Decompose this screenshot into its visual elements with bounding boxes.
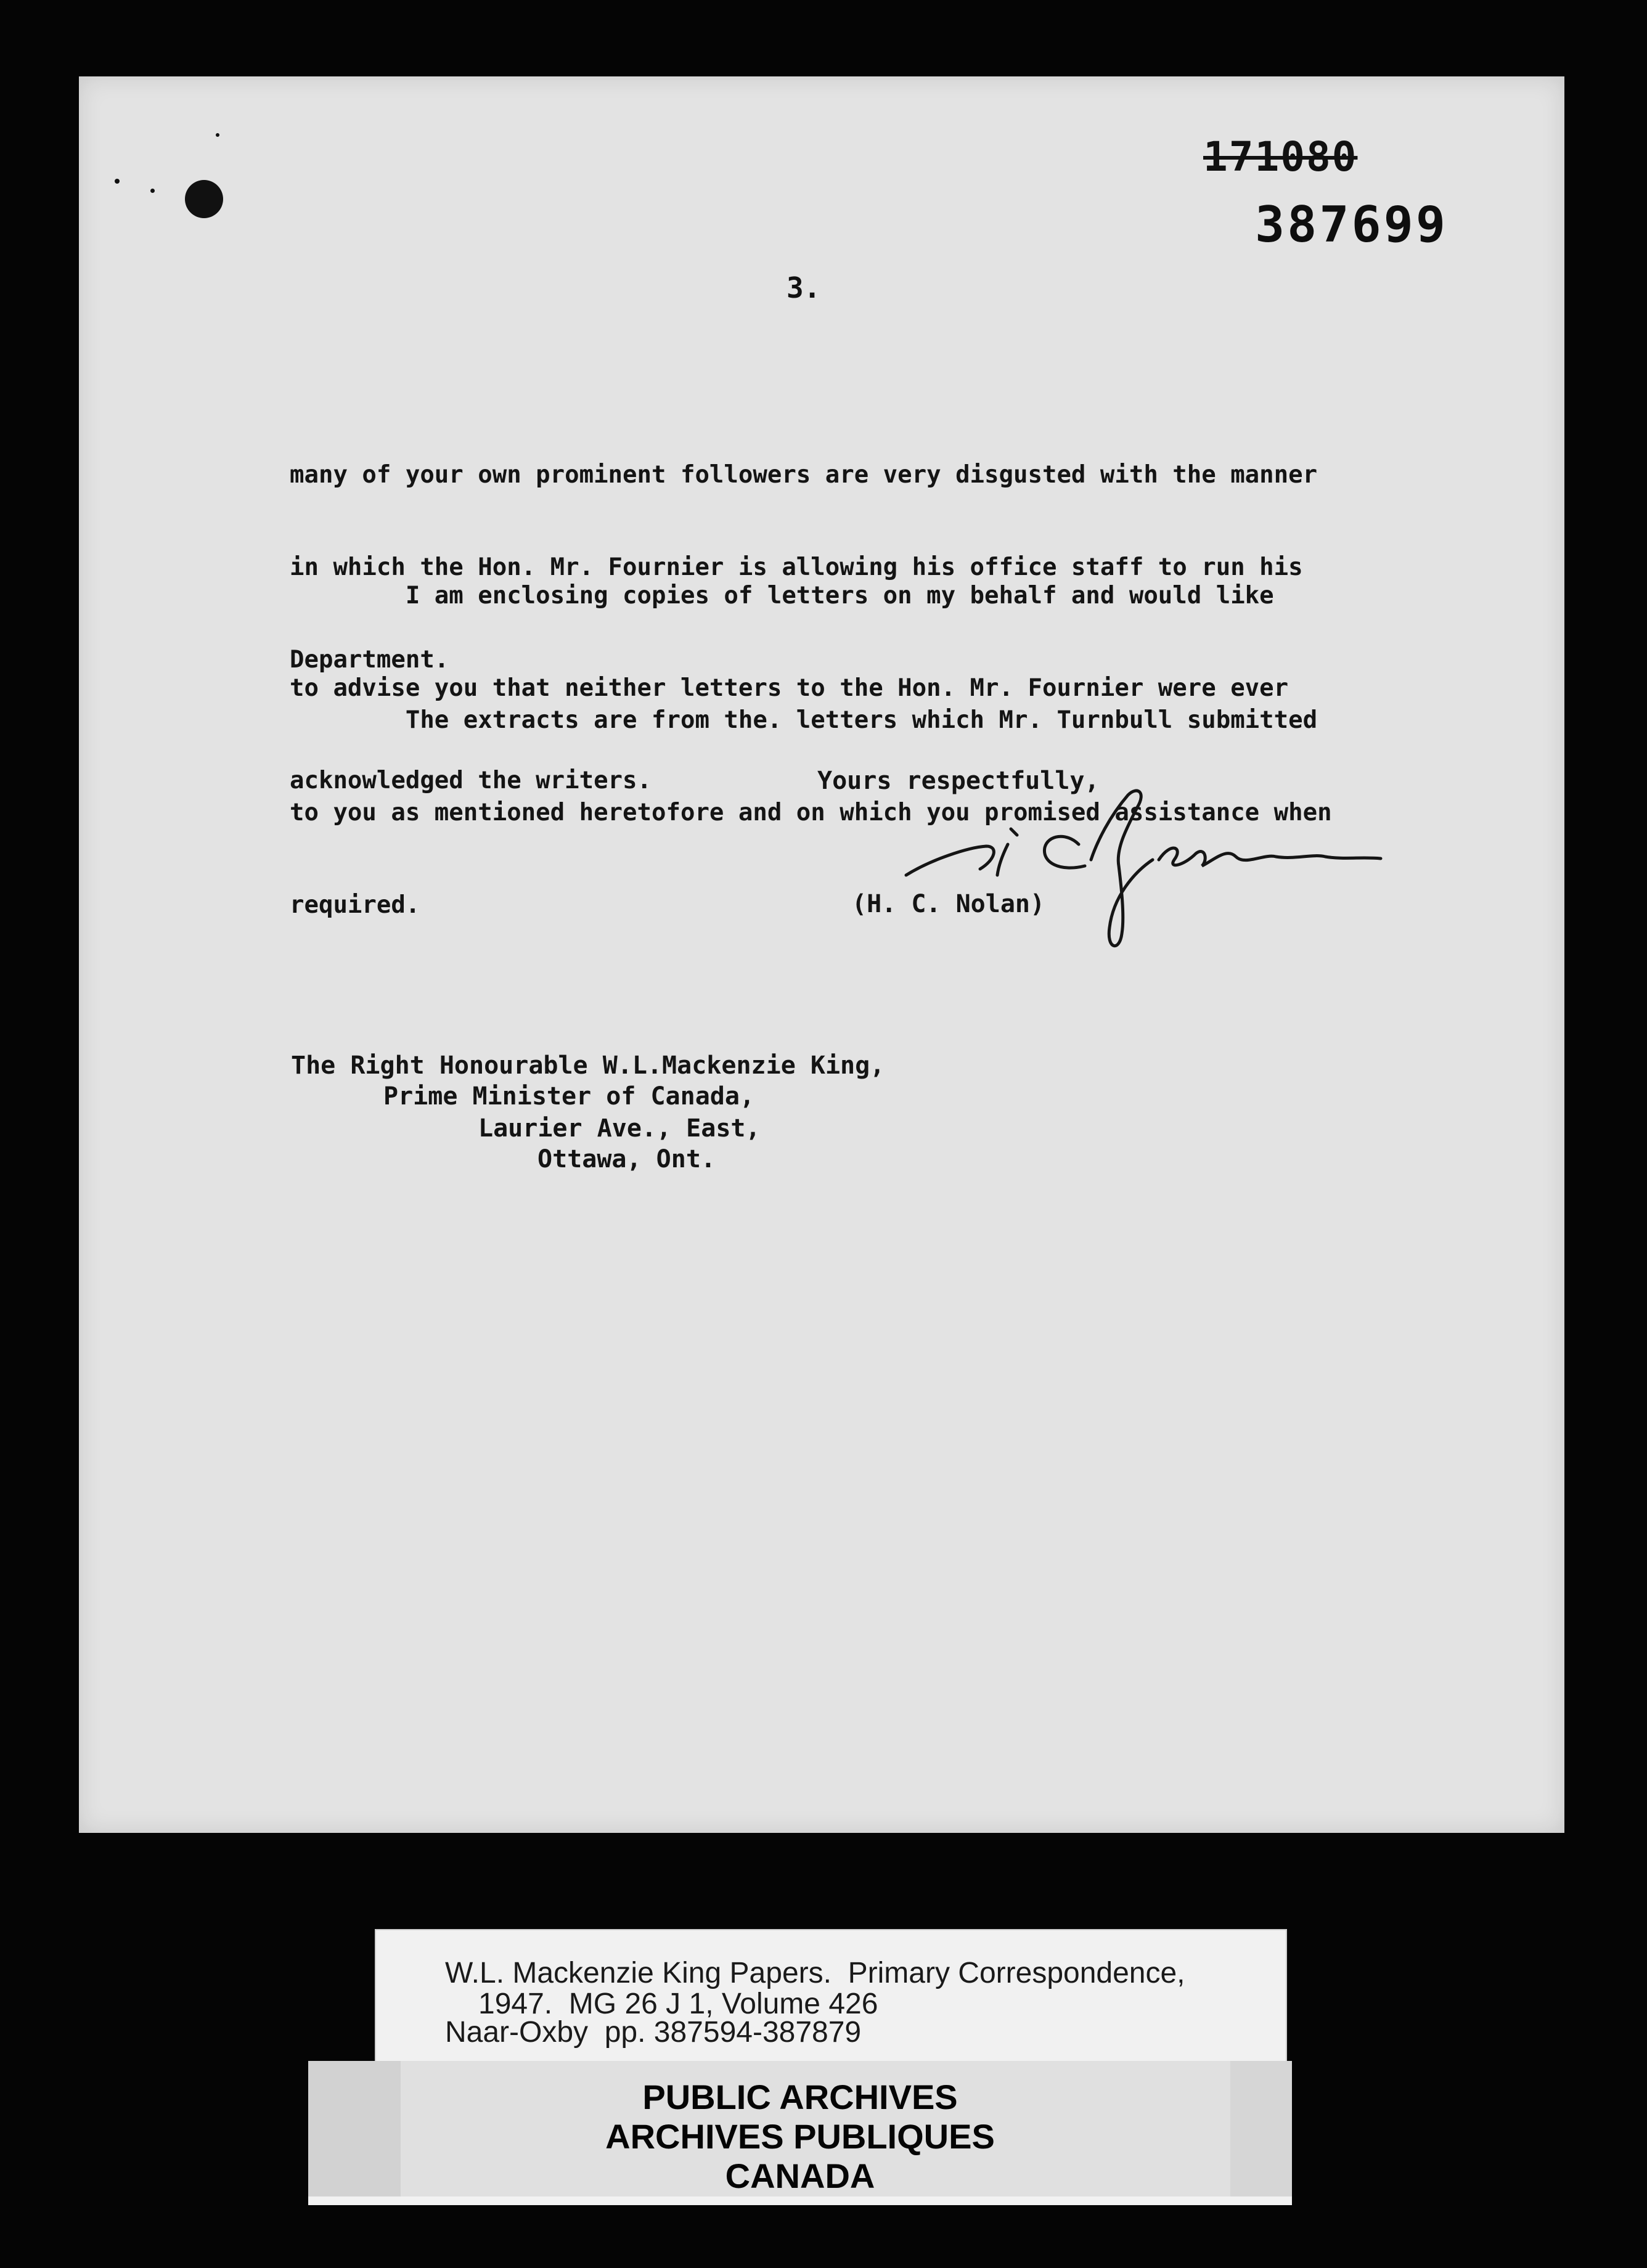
stamp-line: PUBLIC ARCHIVES [642,2078,958,2116]
speck-mark [216,133,219,137]
label-line: W.L. Mackenzie King Papers. Primary Correspondence, [445,1957,1185,1989]
address-line: Ottawa, Ont. [537,1145,716,1173]
stamp-line: CANADA [725,2156,875,2195]
struck-reference-number: 171080 [1203,133,1358,181]
page-number: 3. [787,271,821,304]
text-line: required. [290,891,420,919]
label-line: Naar-Oxby pp. 387594-387879 [445,2016,862,2049]
stamp-line: ARCHIVES PUBLIQUES [605,2117,995,2156]
reference-number: 387699 [1255,196,1448,253]
address-line: The Right Honourable W.L.Mackenzie King, [291,1051,885,1080]
handwritten-signature [894,773,1449,958]
text-line: acknowledged the writers. [290,767,652,794]
speck-mark [115,179,120,184]
text-line: to advise you that neither letters to the Hon. Mr. Fournier were ever [290,674,1289,702]
punch-hole-mark [185,180,223,218]
text-line: Department. [290,646,449,674]
archives-stamp [308,2061,1292,2205]
archive-label-card [375,1929,1287,2064]
text-line: to you as mentioned heretofore and on which you promised assistance when [290,799,1332,826]
address-line: Prime Minister of Canada, [383,1082,755,1111]
label-line: 1947. MG 26 J 1, Volume 426 [478,1988,878,2020]
speck-mark [150,189,155,193]
signer-name: (H. C. Nolan) [852,890,1045,918]
address-line: Laurier Ave., East, [478,1114,761,1143]
closing-line: Yours respectfully, [817,767,1100,795]
text-line: many of your own prominent followers are very disgusted with the manner [290,461,1318,489]
text-line: I am enclosing copies of letters on my behalf and would like [290,582,1274,610]
text-line: The extracts are from the. letters which Mr. Turnbull submitted [290,706,1318,734]
text-line: in which the Hon. Mr. Fournier is allowing his office staff to run his [290,553,1303,581]
